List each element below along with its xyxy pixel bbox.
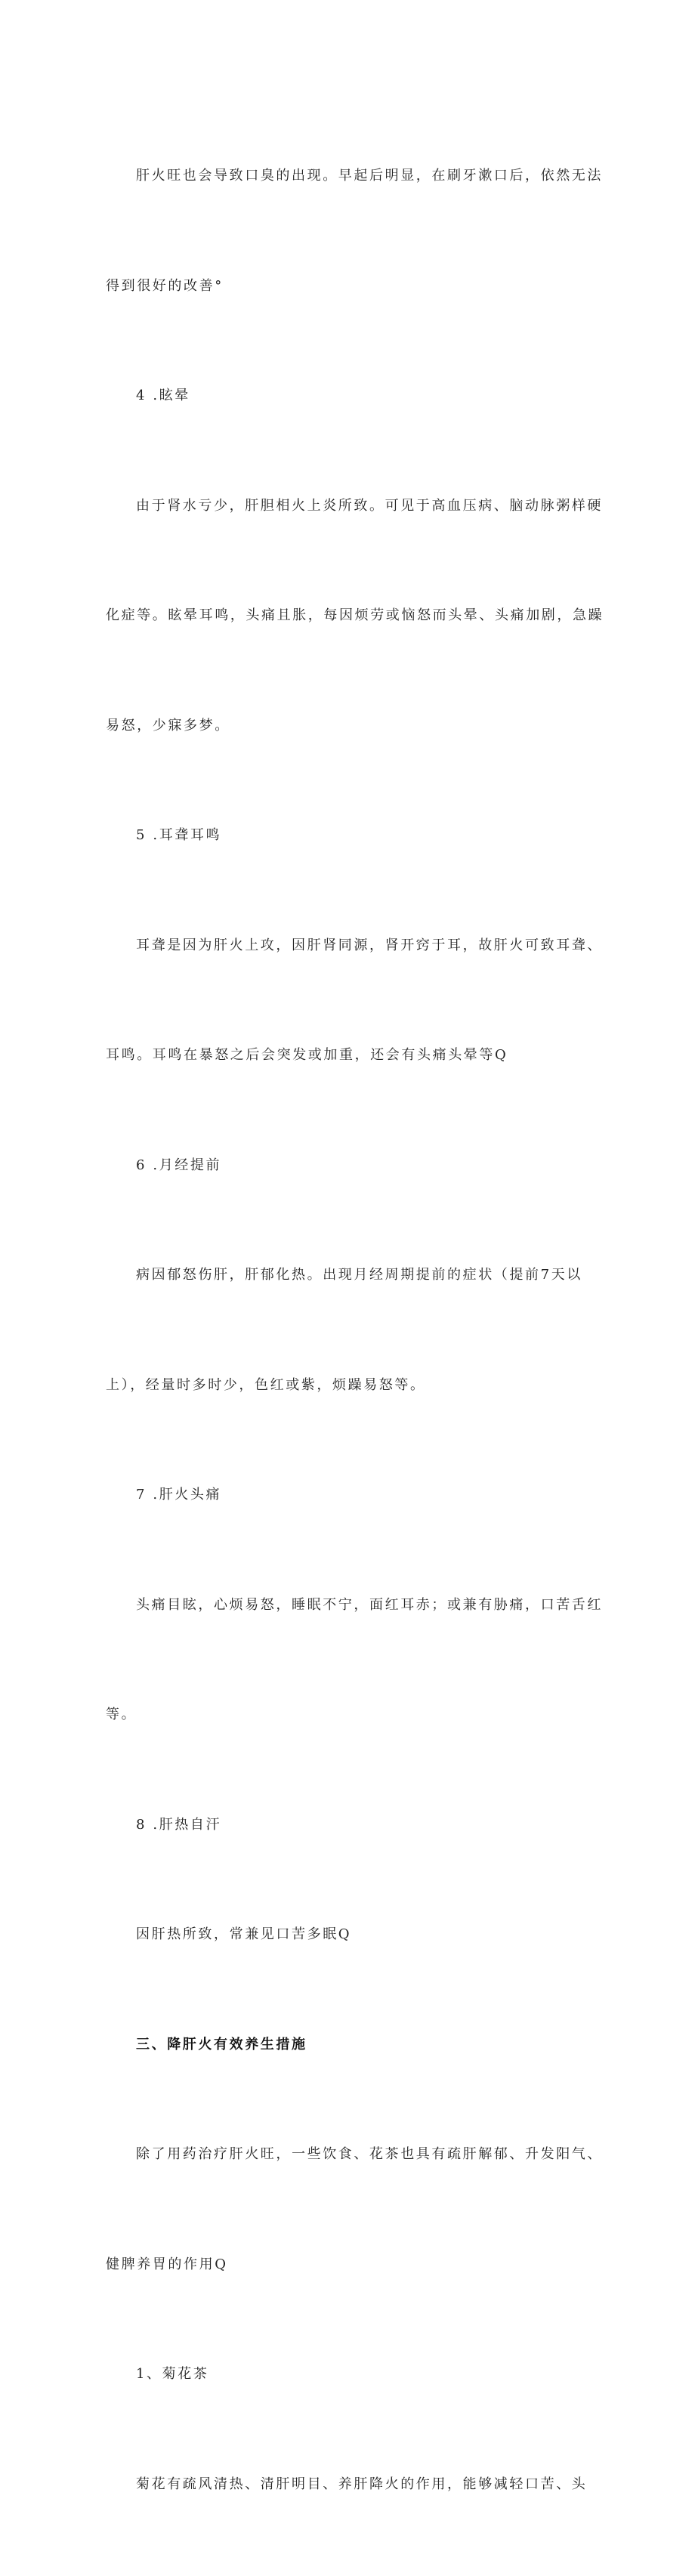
text-line: 耳鸣。耳鸣在暴怒之后会突发或加重，还会有头痛头晕等Q [106, 1037, 597, 1074]
text-line: 因肝热所致，常兼见口苦多眠Q [106, 1917, 597, 1954]
section-heading: 三、降肝火有效养生措施 [106, 2027, 597, 2064]
text-line: 化症等。眩晕耳鸣，头痛且胀，每因烦劳或恼怒而头晕、头痛加剧，急躁 [106, 598, 597, 635]
subheading-dizziness: 4 .眩晕 [106, 378, 597, 415]
paragraph-early-menstruation [106, 1184, 597, 1477]
paragraph-tinnitus [106, 854, 597, 1147]
paragraph-bad-breath [106, 85, 597, 378]
text-line: 易怒，少寐多梦。 [106, 708, 597, 745]
text-line: 菊花有疏风清热、清肝明目、养肝降火的作用，能够减轻口苦、头 [106, 2466, 597, 2503]
subheading-liver-fire-headache: 7 .肝火头痛 [106, 1477, 597, 1514]
paragraph-liver-fire-headache [106, 1514, 597, 1807]
text-line: 除了用药治疗肝火旺，一些饮食、花茶也具有疏肝解郁、升发阳气、 [106, 2136, 597, 2173]
text-line: 耳聋是因为肝火上攻，因肝肾同源，肾开窍于耳，故肝火可致耳聋、 [106, 928, 597, 965]
text-line: 健脾养胃的作用Q [106, 2247, 597, 2284]
subheading-liver-heat-sweating: 8 .肝热自汗 [106, 1807, 597, 1844]
text-line: 上），经量时多时少，色红或紫，烦躁易怒等。 [106, 1367, 597, 1404]
subheading-tinnitus: 5 .耳聋耳鸣 [106, 817, 597, 854]
subheading-early-menstruation: 6 .月经提前 [106, 1147, 597, 1185]
text-line: 等。 [106, 1697, 597, 1734]
paragraph-liver-heat-sweating [106, 1843, 597, 2027]
paragraph-dizziness [106, 415, 597, 818]
text-line: 病因郁怒伤肝，肝郁化热。出现月经周期提前的症状（提前7天以 [106, 1257, 597, 1294]
text-line: 由于肾水亏少，肝胆相火上炎所致。可见于高血压病、脑动脉粥样硬 [106, 488, 597, 525]
text-line: 头痛目眩，心烦易怒，睡眠不宁，面红耳赤；或兼有胁痛，口苦舌红 [106, 1587, 597, 1624]
paragraph-chrysanthemum-tea [106, 2393, 597, 2576]
text-line: 肝火旺也会导致口臭的出现。早起后明显，在刷牙漱口后，依然无法 [106, 158, 597, 195]
document-page [106, 85, 597, 2576]
paragraph-measures-intro [106, 2063, 597, 2356]
text-line: 得到很好的改善° [106, 268, 597, 305]
subheading-chrysanthemum-tea: 1、菊花茶 [106, 2356, 597, 2393]
